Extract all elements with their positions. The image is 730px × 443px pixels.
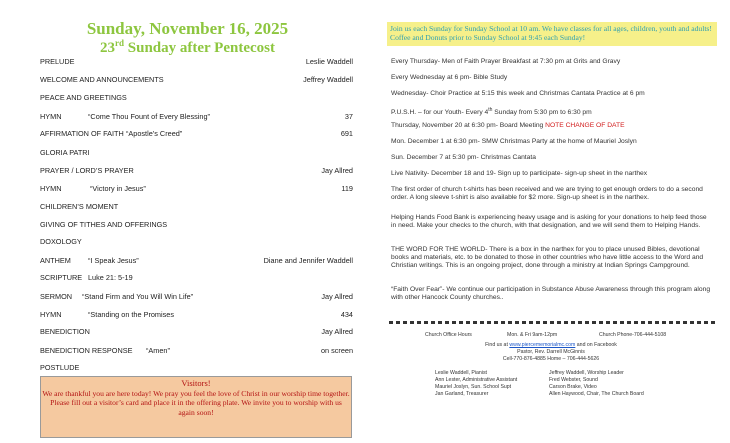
liturgical-sunday: 23rd Sunday after Pentecost xyxy=(100,38,275,56)
find-us-line: Find us at www.piercememorialmc.com and on Facebook xyxy=(485,342,617,348)
announcements-panel xyxy=(365,0,730,443)
order-row: SCRIPTURE Luke 21: 5-19 xyxy=(40,273,133,282)
office-hours-label: Church Office Hours xyxy=(425,332,472,338)
order-row: GLORIA PATRI xyxy=(40,148,90,157)
date-change-note: NOTE CHANGE OF DATE xyxy=(545,122,625,129)
order-row: GIVING OF TITHES AND OFFERINGS xyxy=(40,220,168,229)
order-row: PEACE AND GREETINGS xyxy=(40,93,127,102)
order-row: DOXOLOGY xyxy=(40,237,82,246)
service-date: Sunday, November 16, 2025 xyxy=(86,19,289,38)
order-row: HYMN “Standing on the Promises 434 xyxy=(40,310,353,319)
announcement: Sun. December 7 at 5:30 pm- Christmas Cantata xyxy=(391,154,536,161)
staff-item: Jeffrey Waddell, Worship Leader xyxy=(549,370,624,376)
order-row: HYMN “Victory in Jesus” 119 xyxy=(40,184,353,193)
announcement: Every Wednesday at 6 pm- Bible Study xyxy=(391,74,508,81)
dotted-divider xyxy=(389,321,715,324)
order-row: PRELUDE Leslie Waddell xyxy=(40,57,353,66)
visitors-text: We are thankful you are here today! We pray you feel the love of Christ in our worship time together. Please fill out a visitor’s card and place it in the offering plate. We invite you to worship with us again soon! xyxy=(42,388,350,417)
announcement: P.U.S.H. – for our Youth- Every 4th Sunday from 5:30 pm to 6:30 pm xyxy=(391,107,592,117)
order-row: HYMN “Come Thou Fount of Every Blessing” 37 xyxy=(40,112,353,121)
announcement: Mon. December 1 at 6:30 pm- SMW Christmas Party at the home of Mauriel Joslyn xyxy=(391,138,637,145)
staff-item: Mauriel Joslyn, Sun. School Supt xyxy=(435,384,512,390)
announcement: THE WORD FOR THE WORLD- There is a box in the narthex for you to place unused Bibles, devotional books and materials, etc. to be donated to those in other countries who have little access to the Word and Christian writings. This is an ongoing project, done through a ministry at Indian Springs Campground. xyxy=(391,246,704,269)
staff-item: Leslie Waddell, Pianist xyxy=(435,370,487,376)
office-hours: Mon. & Fri 9am-12pm xyxy=(507,332,558,338)
order-row: WELCOME AND ANNOUNCEMENTS Jeffrey Waddell xyxy=(40,75,353,84)
order-row: ANTHEM “I Speak Jesus” Diane and Jennifer Waddell xyxy=(40,256,353,265)
announcement: The first order of church t-shirts has been received and we are trying to get enough orders to do a second order. A long sleeve t-shirt is also available for $2 more. Sign-up sheet is in the narthex. xyxy=(391,186,703,201)
order-row: CHILDREN’S MOMENT xyxy=(40,202,119,211)
order-row: SERMON “Stand Firm and You Will Win Life” Jay Allred xyxy=(40,292,353,301)
visitors-title: Visitors! xyxy=(181,378,211,388)
announcement: Helping Hands Food Bank is experiencing heavy usage and is asking for your donations to help feed those in need. Make your checks to the church, with that designation, and we will send them to Helping Hands. xyxy=(391,214,707,229)
website-link[interactable]: www.piercememorialmc.com xyxy=(509,342,576,348)
pastor-line: Pastor, Rev. Darrell McGinnis xyxy=(517,349,585,355)
order-row: BENEDICTION Jay Allred xyxy=(40,327,353,336)
announcement: Every Thursday- Men of Faith Prayer Breakfast at 7:30 pm at Grits and Gravy xyxy=(391,58,621,65)
order-row: POSTLUDE xyxy=(40,363,80,372)
staff-item: Carson Brake, Video xyxy=(549,384,597,390)
staff-item: Ann Lester, Administrative Assistant xyxy=(435,377,518,383)
sunday-school-banner: Join us each Sunday for Sunday School at 10 am. We have classes for all ages, children, youth and adults! Coffee and Donuts prior to Sunday School at 9:45 each Sunday! xyxy=(387,22,717,46)
order-row: PRAYER / LORD’S PRAYER Jay Allred xyxy=(40,166,353,175)
pastor-phones: Cell-770-876-4885 Home – 706-444-5626 xyxy=(502,356,600,362)
order-row: AFFIRMATION OF FAITH “Apostle’s Creed” 691 xyxy=(40,129,353,138)
announcement: “Faith Over Fear”- We continue our participation in Substance Abuse Awareness through this program along with other Hancock County churches.. xyxy=(391,286,711,301)
announcement: Live Nativity- December 18 and 19- Sign up to participate- sign-up sheet in the narthex xyxy=(391,170,648,177)
staff-item: Jan Garland, Treasurer xyxy=(435,391,489,397)
visitors-box xyxy=(40,376,352,438)
church-phone: Church Phone-706-444-5108 xyxy=(599,332,667,338)
order-row: BENEDICTION RESPONSE “Amen” on screen xyxy=(40,346,353,355)
announcement: Wednesday- Choir Practice at 5:15 this week and Christmas Cantata Practice at 6 pm xyxy=(391,90,645,97)
staff-item: Allen Haywood, Chair, The Church Board xyxy=(549,391,644,397)
staff-item: Fred Webster, Sound xyxy=(549,377,598,383)
announcement: Thursday, November 20 at 6:30 pm- Board Meeting NOTE CHANGE OF DATE xyxy=(391,122,625,129)
